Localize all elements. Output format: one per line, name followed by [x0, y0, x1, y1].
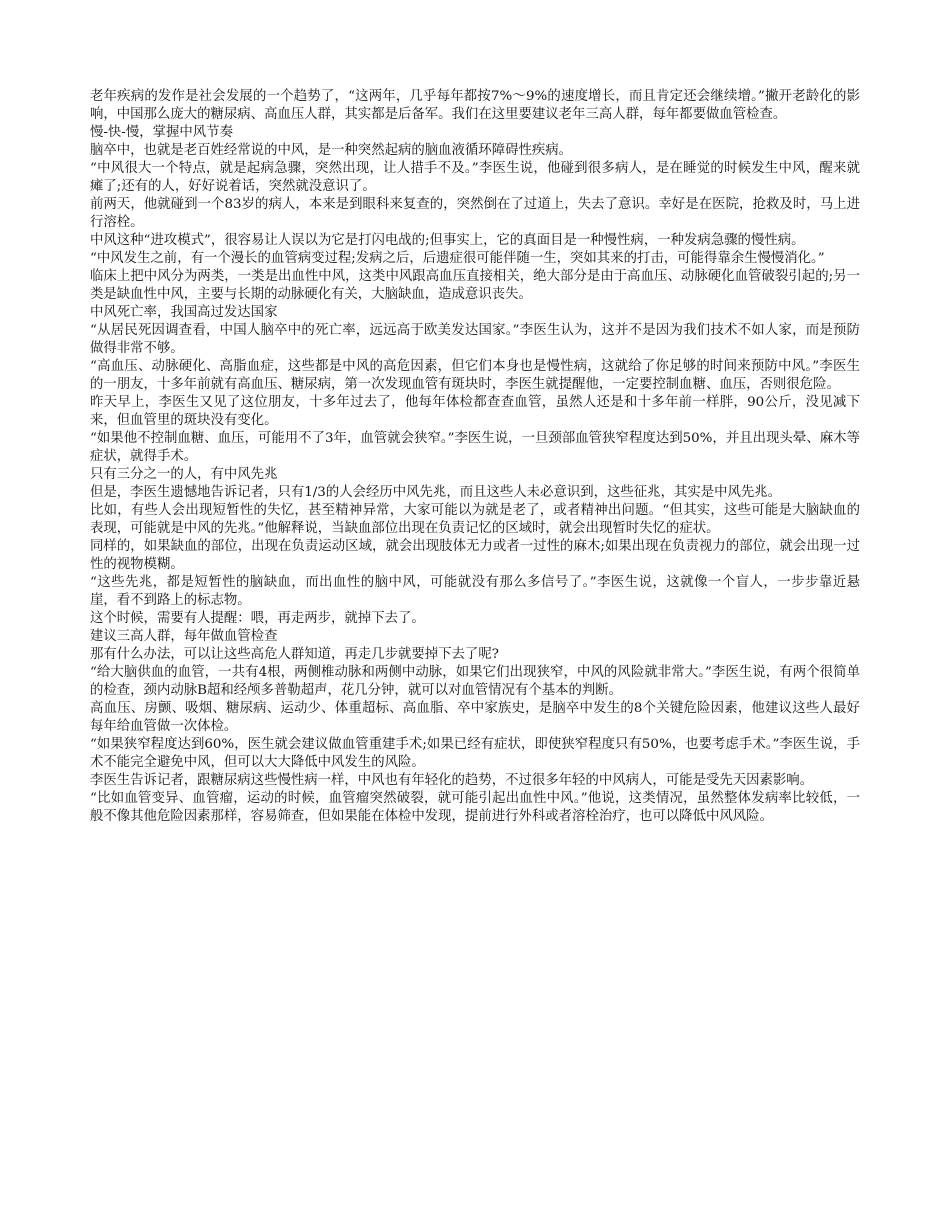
paragraph: 那有什么办法，可以让这些高危人群知道，再走几步就要掉下去了呢? — [90, 647, 499, 662]
paragraph: “这些先兆，都是短暂性的脑缺血，而出血性的脑中风，可能就没有那么多信号了。”李医生说，这就像一个盲人，一步步靠近悬崖，看不到路上的标志物。 — [90, 575, 860, 608]
paragraph: 李医生告诉记者，跟糖尿病这些慢性病一样，中风也有年轻化的趋势，不过很多年轻的中风病人，可能是受先天因素影响。 — [90, 773, 814, 788]
paragraph: “给大脑供血的血管，一共有4根，两侧椎动脉和两侧中动脉，如果它们出现狭窄，中风的风险就非常大。”李医生说，有两个很简单的检查，颈内动脉B超和经颅多普勒超声，花几分钟，就可以对血管情况有个基本的判断。 — [90, 665, 860, 698]
paragraph: 同样的，如果缺血的部位，出现在负责运动区域，就会出现肢体无力或者一过性的麻木;如果出现在负责视力的部位，就会出现一过性的视物模糊。 — [90, 539, 860, 572]
paragraph: 中风这种“进攻模式”，很容易让人误以为它是打闪电战的;但事实上，它的真面目是一种慢性病，一种发病急骤的慢性病。 — [90, 233, 805, 248]
paragraph: “如果他不控制血糖、血压，可能用不了3年，血管就会狭窄。”李医生说，一旦颈部血管狭窄程度达到50%，并且出现头晕、麻木等症状，就得手术。 — [90, 431, 860, 464]
paragraph: 脑卒中，也就是老百姓经常说的中风，是一种突然起病的脑血液循环障碍性疾病。 — [90, 143, 573, 158]
paragraph: 高血压、房颤、吸烟、糖尿病、运动少、体重超标、高血脂、卒中家族史，是脑卒中发生的8个关键危险因素，他建议这些人最好每年给血管做一次体检。 — [90, 701, 860, 734]
paragraph: “比如血管变异、血管瘤，运动的时候，血管瘤突然破裂，就可能引起出血性中风。”他说，这类情况，虽然整体发病率比较低，一般不像其他危险因素那样，容易筛查，但如果能在体检中发现，提前进行外科或者溶栓治疗，也可以降低中风风险。 — [90, 791, 860, 824]
paragraph: 比如，有些人会出现短暂性的失忆，甚至精神异常，大家可能以为就是老了，或者精神出问题。“但其实，这些可能是大脑缺血的表现，可能就是中风的先兆。”他解释说，当缺血部位出现在负责记忆的区域时，就会出现暂时失忆的症状。 — [90, 503, 860, 536]
paragraph: “中风发生之前，有一个漫长的血管病变过程;发病之后，后遗症很可能伴随一生，突如其来的打击，可能得靠余生慢慢消化。” — [90, 251, 825, 266]
paragraph: 这个时候，需要有人提醒：喂，再走两步，就掉下去了。 — [90, 611, 425, 626]
paragraph: 前两天，他就碰到一个83岁的病人，本来是到眼科来复查的，突然倒在了过道上，失去了意识。幸好是在医院，抢救及时，马上进行溶栓。 — [90, 197, 860, 230]
section-heading: 只有三分之一的人，有中风先兆 — [90, 467, 278, 482]
section-heading: 建议三高人群，每年做血管检查 — [90, 629, 278, 644]
paragraph: “中风很大一个特点，就是起病急骤，突然出现，让人措手不及。”李医生说，他碰到很多病人，是在睡觉的时候发生中风，醒来就瘫了;还有的人，好好说着话，突然就没意识了。 — [90, 161, 860, 194]
paragraph: “从居民死因调查看，中国人脑卒中的死亡率，远远高于欧美发达国家。”李医生认为，这并不是因为我们技术不如人家，而是预防做得非常不够。 — [90, 323, 860, 356]
paragraph: “高血压、动脉硬化、高脂血症，这些都是中风的高危因素，但它们本身也是慢性病，这就给了你足够的时间来预防中风。”李医生的一朋友，十多年前就有高血压、糖尿病，第一次发现血管有斑块时，李医生就提醒他，一定要控制血糖、血压，否则很危险。 — [90, 359, 860, 392]
paragraph: 临床上把中风分为两类，一类是出血性中风，这类中风跟高血压直接相关，绝大部分是由于高血压、动脉硬化血管破裂引起的;另一类是缺血性中风，主要与长期的动脉硬化有关，大脑缺血，造成意识丧失。 — [90, 269, 860, 302]
paragraph: 昨天早上，李医生又见了这位朋友，十多年过去了，他每年体检都查查血管，虽然人还是和十多年前一样胖，90公斤，没见减下来，但血管里的斑块没有变化。 — [90, 395, 860, 428]
section-heading: 慢-快-慢，掌握中风节奏 — [90, 125, 233, 140]
paragraph: 但是，李医生遗憾地告诉记者，只有1/3的人会经历中风先兆，而且这些人未必意识到，这些征兆，其实是中风先兆。 — [90, 485, 782, 500]
article-body — [90, 88, 860, 826]
paragraph: “如果狭窄程度达到60%，医生就会建议做血管重建手术;如果已经有症状，即使狭窄程度只有50%，也要考虑手术。”李医生说，手术不能完全避免中风，但可以大大降低中风发生的风险。 — [90, 737, 860, 770]
paragraph: 老年疾病的发作是社会发展的一个趋势了，“这两年，几乎每年都按7%～9%的速度增长，而且肯定还会继续增。”撇开老龄化的影响，中国那么庞大的糖尿病、高血压人群，其实都是后备军。我们在这里要建议老年三高人群，每年都要做血管检查。 — [90, 89, 860, 122]
section-heading: 中风死亡率，我国高过发达国家 — [90, 305, 278, 320]
